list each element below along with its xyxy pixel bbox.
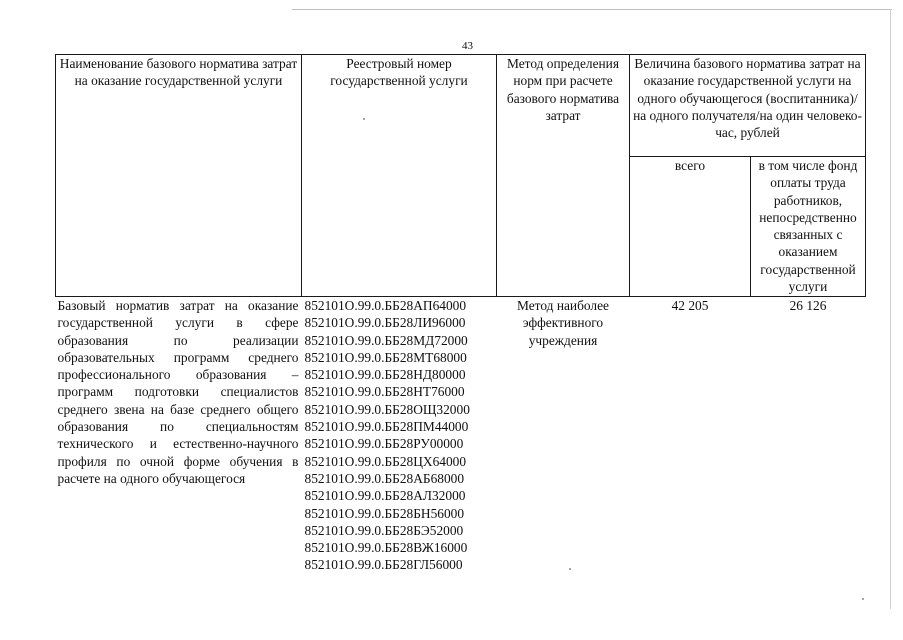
header-name: Наименование базового норматива затрат на оказание государственной услуги: [56, 55, 302, 297]
registry-code: 852101О.99.0.ББ28НД80000: [304, 367, 466, 383]
scan-speck: [569, 568, 571, 570]
registry-code: 852101О.99.0.ББ28РУ00000: [304, 436, 464, 452]
scan-speck: [363, 118, 365, 120]
registry-code: 852101О.99.0.ББ28БЭ52000: [304, 522, 464, 538]
registry-code: 852101О.99.0.ББ28МД72000: [304, 332, 468, 348]
registry-code: 852101О.99.0.ББ28БН56000: [304, 505, 465, 521]
page-number: 43: [462, 40, 473, 52]
registry-code: 852101О.99.0.ББ28ПМ44000: [304, 419, 469, 435]
row-codes: [302, 297, 497, 574]
table-row: [56, 297, 866, 574]
registry-code: 852101О.99.0.ББ28ГЛ56000: [304, 557, 463, 573]
registry-code: 852101О.99.0.ББ28ВЖ16000: [304, 540, 468, 556]
scan-right-edge: [890, 9, 891, 609]
registry-code: 852101О.99.0.ББ28АБ68000: [304, 470, 465, 486]
registry-code: 852101О.99.0.ББ28ОЩ32000: [304, 401, 470, 417]
registry-code: 852101О.99.0.ББ28АЛ32000: [304, 488, 466, 504]
header-method: Метод определения норм при расчете базового норматива затрат: [497, 55, 630, 297]
header-registry: Реестровый номер государственной услуги: [302, 55, 497, 297]
row-method: Метод наиболее эффективного учреждения: [517, 298, 609, 348]
header-row-1: [56, 55, 866, 157]
header-total: всего: [630, 157, 751, 297]
registry-code: 852101О.99.0.ББ28ЛИ96000: [304, 315, 466, 331]
row-name: Базовый норматив затрат на оказание государственной услуги в сфере образования по реализации образовательных программ среднего профессионального образования – программ подготовки специалистов среднего звена на базе среднего общего образования по специальностям технического и естественно-научного профиля по очной форме обучения в расчете на одного обучающегося: [57, 298, 299, 486]
row-total: 42 205: [671, 298, 709, 313]
scan-top-edge: [292, 9, 892, 10]
norm-table: [55, 54, 866, 574]
registry-code: 852101О.99.0.ББ28АП64000: [304, 298, 467, 313]
row-including: 26 126: [789, 298, 827, 313]
scan-speck: [862, 598, 864, 600]
registry-code: 852101О.99.0.ББ28НТ76000: [304, 384, 465, 400]
header-including: в том числе фонд оплаты труда работников, непосредственно связанных с оказанием государственной услуги: [751, 157, 866, 297]
registry-code: 852101О.99.0.ББ28МТ68000: [304, 349, 467, 365]
registry-code: 852101О.99.0.ББ28ЦХ64000: [304, 453, 467, 469]
header-value: Величина базового норматива затрат на оказание государственной услуги на одного обучающегося (воспитанника)/на одного получателя/на один человеко-час, рублей: [630, 55, 866, 157]
